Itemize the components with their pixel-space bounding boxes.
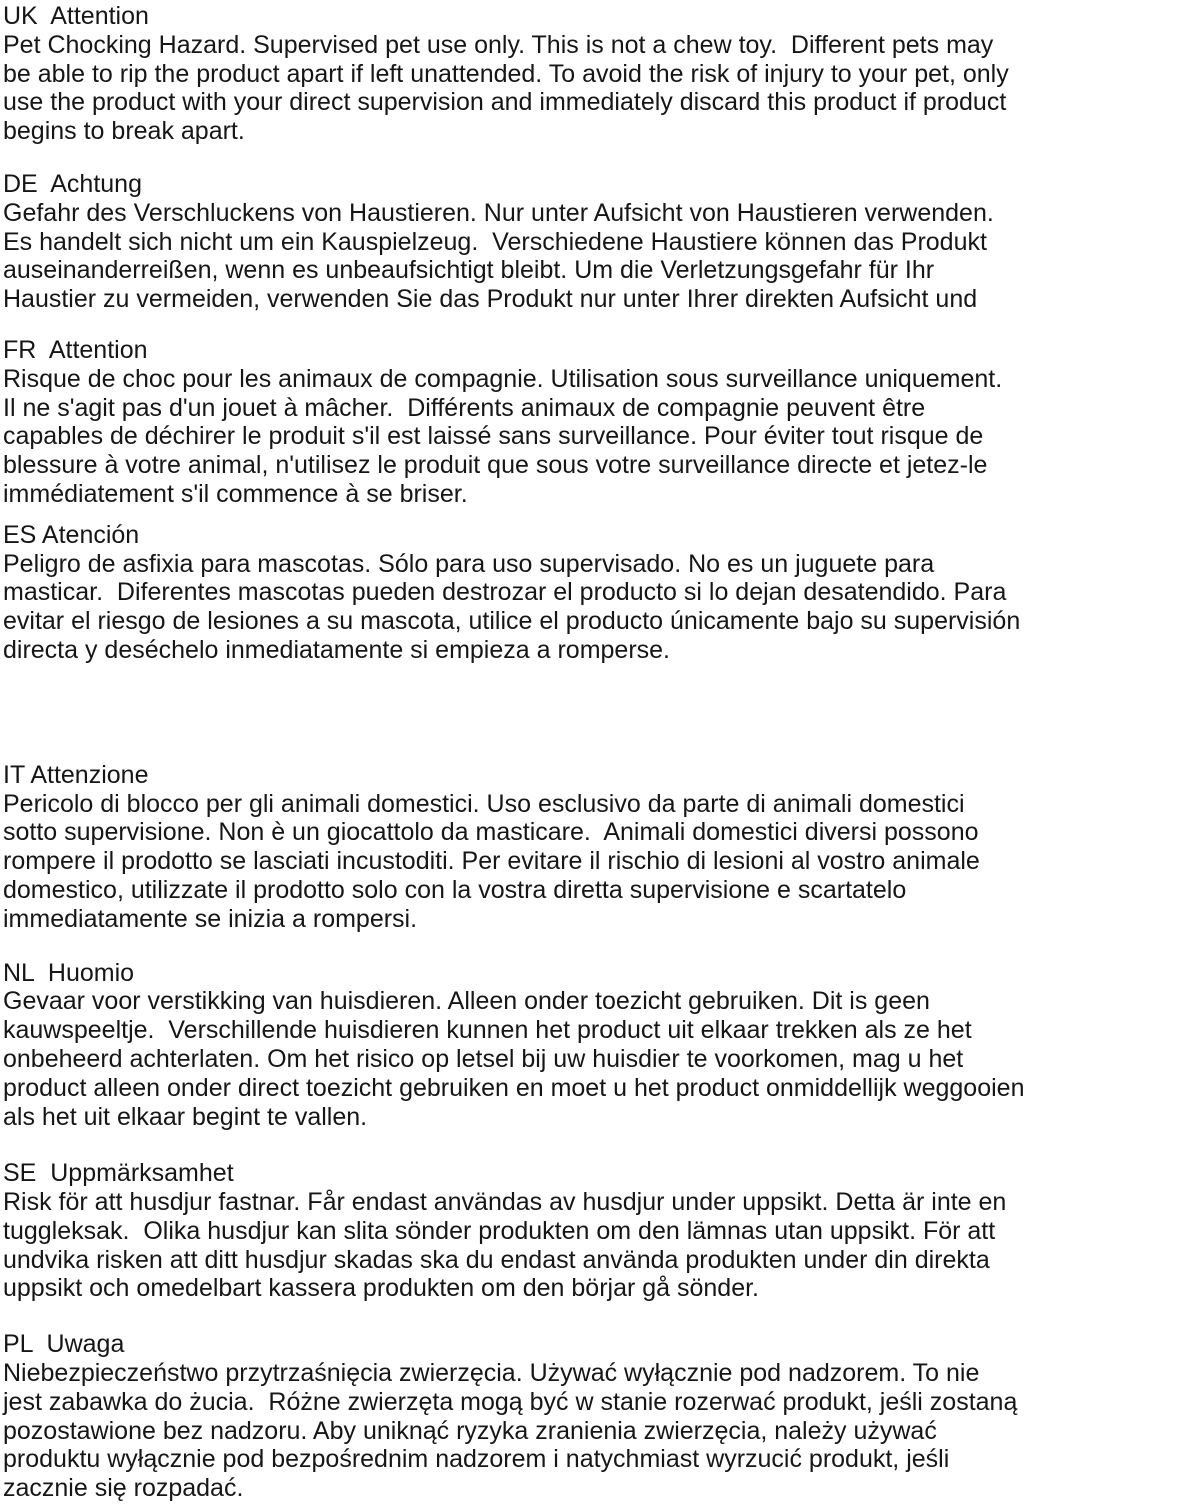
warning-line: pozostawione bez nadzoru. Aby uniknąć ryzyka zranienia zwierzęcia, należy używać (3, 1416, 937, 1445)
warning-line: capables de déchirer le produit s'il est laissé sans surveillance. Pour éviter tout risque de (3, 422, 984, 451)
warning-line: rompere il prodotto se lasciati incustoditi. Per evitare il rischio di lesioni al vostro animale (3, 847, 980, 876)
section-heading-pl: PL Uwaga (3, 1330, 125, 1359)
warning-line: Gefahr des Verschluckens von Haustieren. Nur unter Aufsicht von Haustieren verwenden. (3, 198, 994, 227)
warning-line: Niebezpieczeństwo przytrzaśnięcia zwierzęcia. Używać wyłącznie pod nadzorem. To nie (3, 1359, 980, 1388)
warning-line: kauwspeeltje. Verschillende huisdieren kunnen het product uit elkaar trekken als ze het (3, 1016, 972, 1045)
warning-line: tuggleksak. Olika husdjur kan slita sönder produkten om den lämnas utan uppsikt. För att (3, 1216, 996, 1245)
warning-line: Gevaar voor verstikking van huisdieren. Alleen onder toezicht gebruiken. Dit is geen (3, 987, 930, 1016)
warning-section-uk (3, 2, 1193, 146)
warning-section-fr (3, 336, 1193, 509)
warning-line: masticar. Diferentes mascotas pueden destrozar el producto si lo dejan desatendido. Para (3, 578, 1007, 607)
section-heading-uk: UK Attention (3, 2, 149, 30)
warning-line: Il ne s'agit pas d'un jouet à mâcher. Différents animaux de compagnie peuvent être (3, 393, 926, 422)
warning-line: use the product with your direct supervision and immediately discard this product if product (3, 88, 1007, 117)
section-heading-nl: NL Huomio (3, 958, 135, 987)
warning-line: uppsikt och omedelbart kassera produkten om den börjar gå sönder. (3, 1274, 760, 1303)
warning-line: sotto supervisione. Non è un giocattolo da masticare. Animali domestici diversi possono (3, 818, 979, 847)
warning-section-pl (3, 1330, 1193, 1503)
warning-line: undvika risken att ditt husdjur skadas ska du endast använda produkten under din direkta (3, 1245, 990, 1274)
warning-line: zacznie się rozpadać. (3, 1474, 244, 1503)
section-heading-fr: FR Attention (3, 335, 148, 364)
warning-line: Pet Chocking Hazard. Supervised pet use only. This is not a chew toy. Different pets may (3, 30, 994, 59)
warning-line: produktu wyłącznie pod bezpośrednim nadzorem i natychmiast wyrzucić produkt, jeśli (3, 1445, 950, 1474)
warning-line: blessure à votre animal, n'utilisez le produit que sous votre surveillance directe et jetez-le (3, 451, 988, 480)
warning-line: evitar el riesgo de lesiones a su mascota, utilice el producto únicamente bajo su supervisión (3, 607, 1021, 636)
warning-section-nl (3, 959, 1193, 1132)
warning-line: be able to rip the product apart if left unattended. To avoid the risk of injury to your pet, only (3, 59, 1009, 88)
warning-section-es (3, 521, 1193, 665)
warning-line: jest zabawka do żucia. Różne zwierzęta mogą być w stanie rozerwać produkt, jeśli zostaną (3, 1387, 1018, 1416)
warning-section-de (3, 170, 1193, 314)
warning-line: Pericolo di blocco per gli animali domestici. Uso esclusivo da parte di animali domestici (3, 789, 965, 818)
warning-line: auseinanderreißen, wenn es unbeaufsichtigt bleibt. Um die Verletzungsgefahr für Ihr (3, 256, 935, 285)
warning-line: directa y deséchelo inmediatamente si empieza a romperse. (3, 635, 671, 664)
warning-line: Risque de choc pour les animaux de compagnie. Utilisation sous surveillance uniquement. (3, 364, 1003, 393)
warning-line: immédiatement s'il commence à se briser. (3, 479, 468, 508)
warning-line: begins to break apart. (3, 117, 245, 146)
warning-line: onbeheerd achterlaten. Om het risico op letsel bij uw huisdier te voorkomen, mag u het (3, 1044, 964, 1073)
warning-line: domestico, utilizzate il prodotto solo con la vostra diretta supervisione e scartatelo (3, 875, 907, 904)
warning-line: Risk för att husdjur fastnar. Får endast användas av husdjur under uppsikt. Detta är inte en (3, 1188, 1007, 1217)
warning-section-it (3, 761, 1193, 934)
warning-line: Es handelt sich nicht um ein Kauspielzeug. Verschiedene Haustiere können das Produkt (3, 227, 987, 256)
warning-line: als het uit elkaar begint te vallen. (3, 1102, 368, 1131)
warning-line: Haustier zu vermeiden, verwenden Sie das Produkt nur unter Ihrer direkten Aufsicht und (3, 285, 978, 314)
warning-section-se (3, 1159, 1193, 1303)
section-heading-de: DE Achtung (3, 169, 142, 198)
warning-line: immediatamente se inizia a rompersi. (3, 904, 418, 933)
section-heading-se: SE Uppmärksamhet (3, 1159, 234, 1188)
section-heading-it: IT Attenzione (3, 760, 149, 789)
warning-line: Peligro de asfixia para mascotas. Sólo para uso supervisado. No es un juguete para (3, 549, 935, 578)
warning-line: product alleen onder direct toezicht gebruiken en moet u het product onmiddellijk weggooien (3, 1073, 1025, 1102)
section-heading-es: ES Atención (3, 520, 140, 549)
